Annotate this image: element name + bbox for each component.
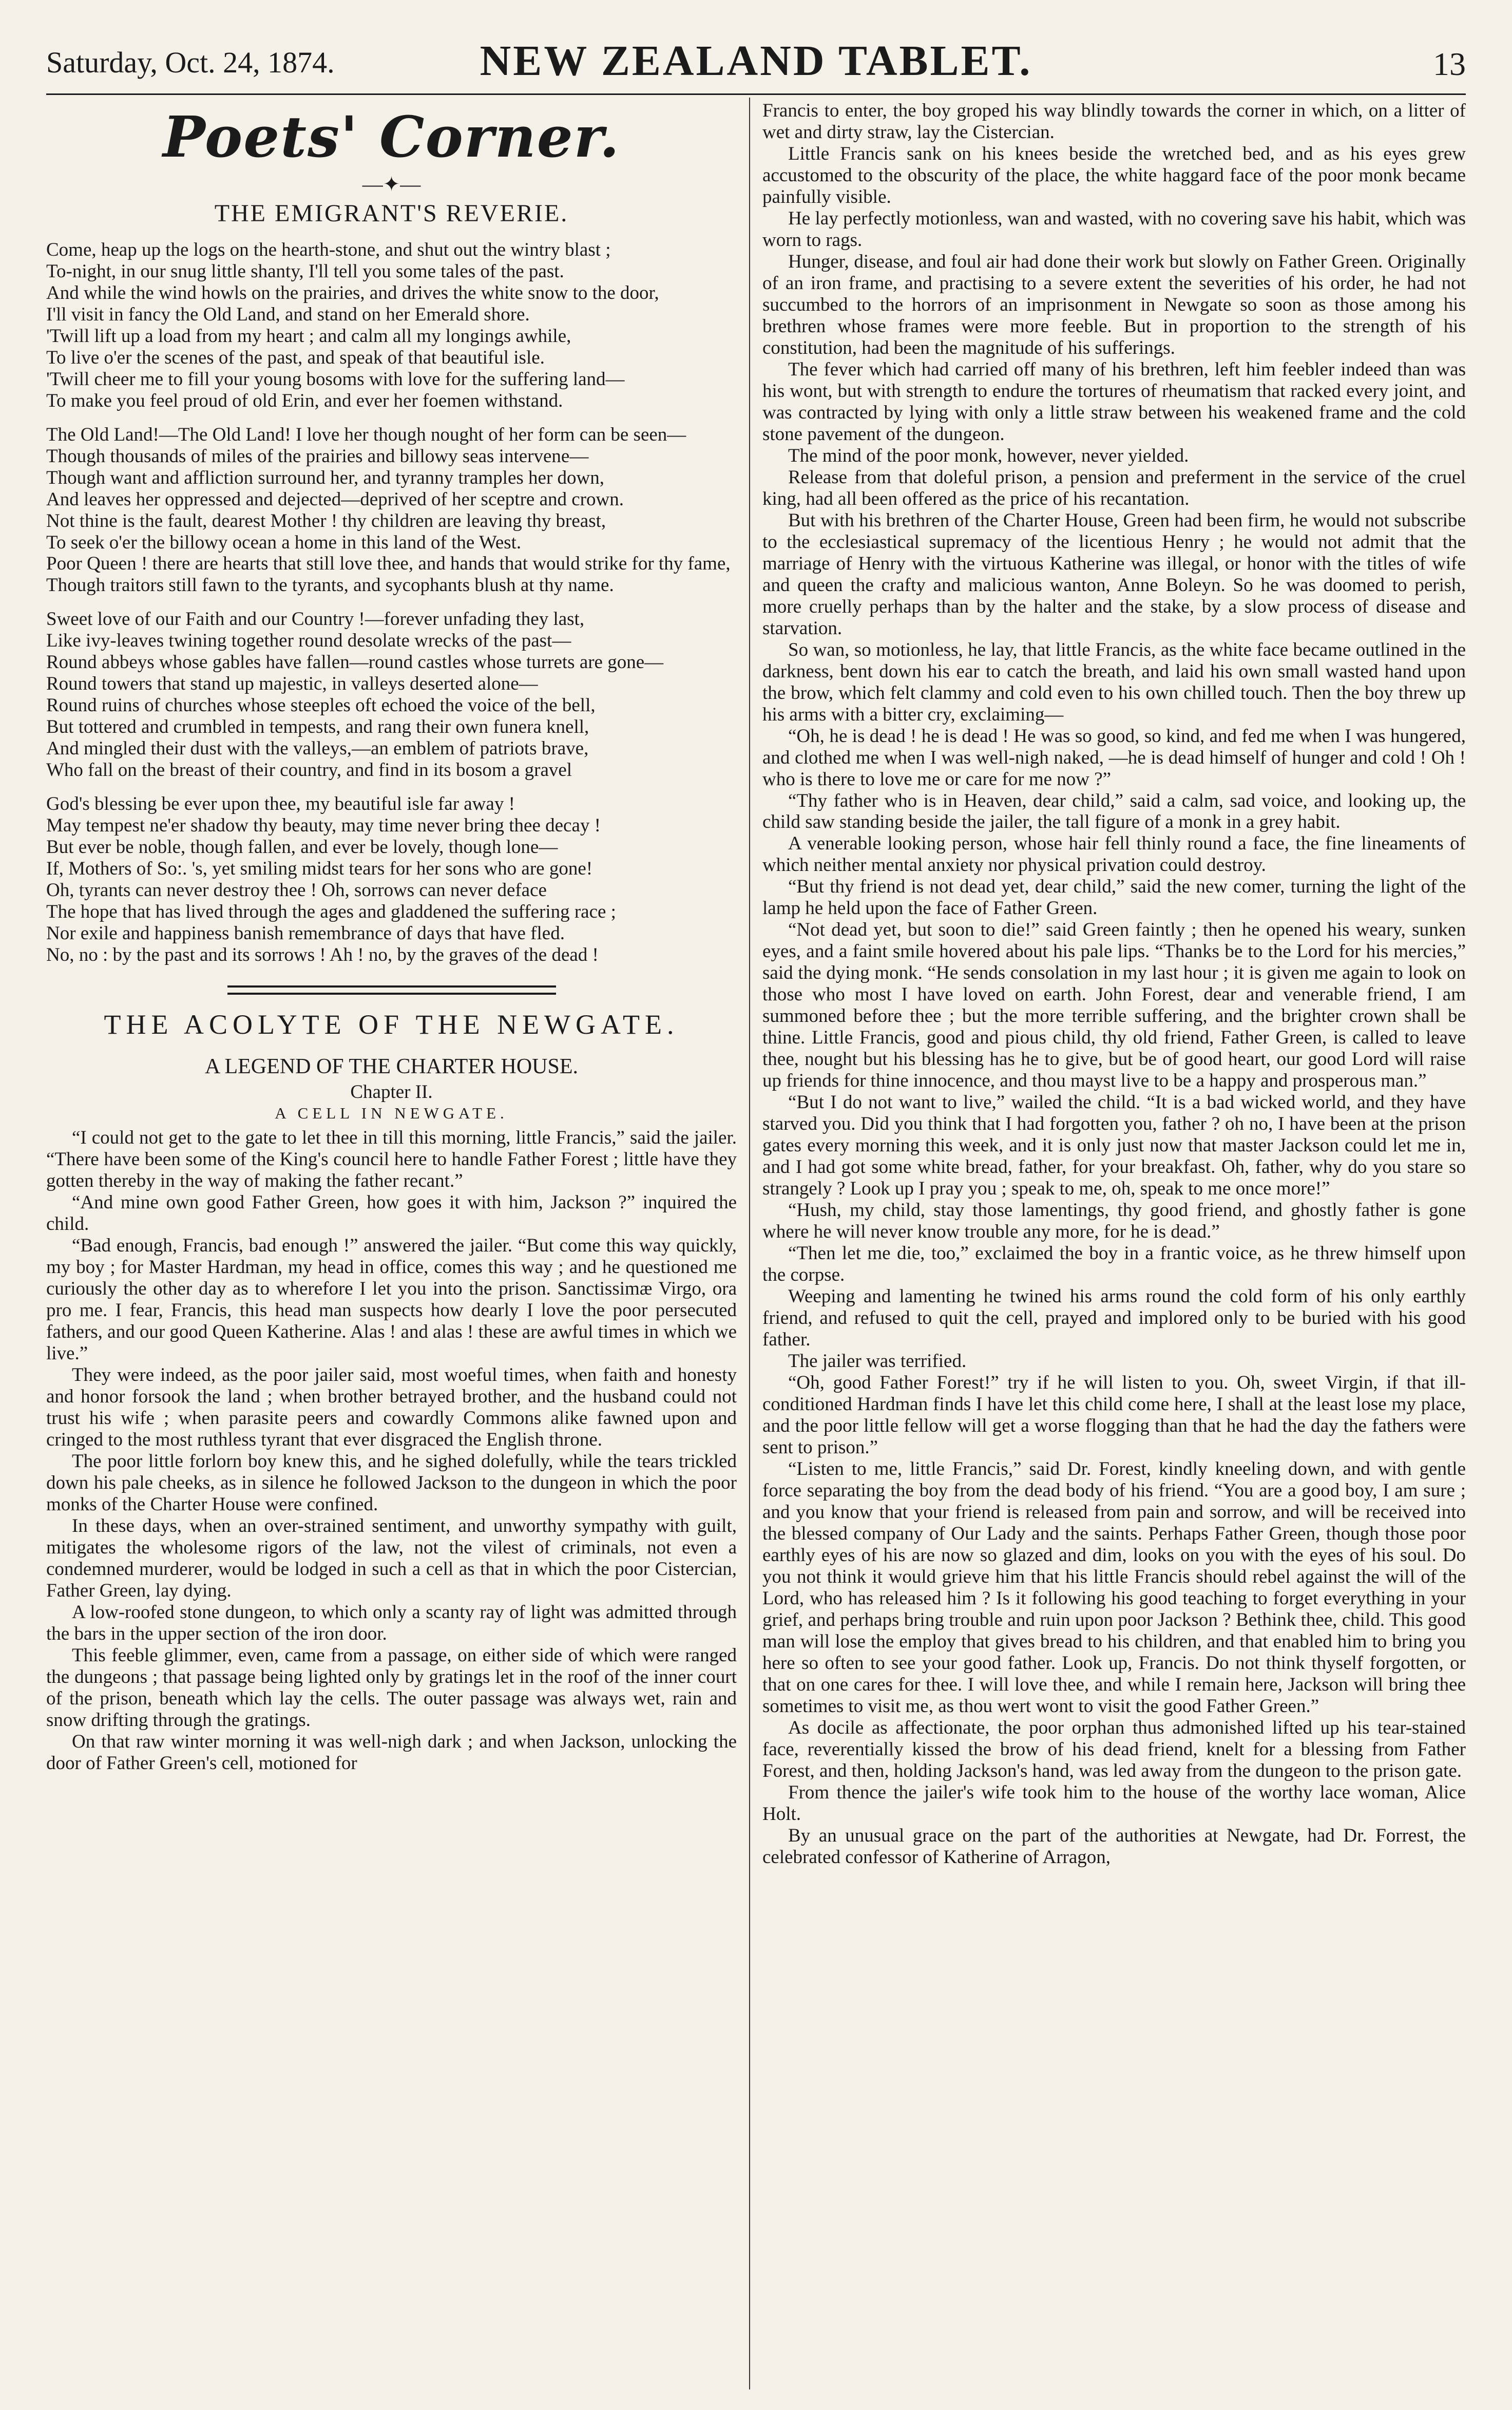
story-paragraph: In these days, when an over-strained sentiment, and unworthy sympathy with guilt, mitigates the wholesome rigors of the law, not the vilest of criminals, not even a condemned murderer, would be lodged in such a cell as that in which the poor Cistercian, Father Green, lay dying. — [46, 1515, 737, 1601]
poem-line: To make you feel proud of old Erin, and ever her foemen withstand. — [46, 390, 563, 411]
story-paragraph: Hunger, disease, and foul air had done their work but slowly on Father Green. Originally of an iron frame, and practising to a severe extent the severities of his order, he had not succumbed to the horrors of an imprisonment in Newgate so soon as those among his brethren whose frames were more feeble. But in proportion to the strength of his constitution, had been the magnitude of his sufferings. — [762, 251, 1466, 358]
story-paragraph: A venerable looking person, whose hair fell thinly round a face, the fine lineaments of which neither mental anxiety nor physical privation could destroy. — [762, 833, 1466, 876]
masthead — [46, 36, 1466, 92]
story-paragraph: The jailer was terrified. — [788, 1351, 967, 1372]
poem-line: Round abbeys whose gables have fallen—round castles whose turrets are gone— — [46, 652, 664, 673]
poem-line: And leaves her oppressed and dejected—deprived of her sceptre and crown. — [46, 488, 624, 510]
story-paragraph: Little Francis sank on his knees beside the wretched bed, and as his eyes grew accustomed to the obscurity of the place, the white haggard face of the poor monk became painfully visible. — [762, 143, 1466, 207]
story-paragraph: So wan, so motionless, he lay, that little Francis, as the white face became outlined in the darkness, bent down his ear to catch the breath, and laid his own small wasted hand upon the brow, which felt clammy and cold even to his own chilled touch. Then the boy threw up his arms with a bitter cry, exclaiming— — [762, 639, 1466, 725]
poem-line: Though want and affliction surround her, and tyranny tramples her down, — [46, 467, 605, 488]
story-paragraph: A low-roofed stone dungeon, to which only a scanty ray of light was admitted through the bars in the upper section of the iron door. — [46, 1601, 737, 1644]
poem-line: Oh, tyrants can never destroy thee ! Oh, sorrows can never deface — [46, 880, 547, 901]
story-paragraph: This feeble glimmer, even, came from a passage, on either side of which were ranged the dungeons ; that passage being lighted only by gratings let in the roof of the inner court of the prison, beneath which lay the cells. The outer passage was always wet, rain and snow drifting through the gratings. — [46, 1644, 737, 1731]
poem-line: 'Twill cheer me to fill your young bosoms with love for the suffering land— — [46, 368, 625, 390]
poem-line: But ever be noble, though fallen, and ever be lovely, though lone— — [46, 837, 558, 858]
poem-line: God's blessing be ever upon thee, my beautiful isle far away ! — [46, 793, 515, 815]
poem-line: If, Mothers of So:. 's, yet smiling midst tears for her sons who are gone! — [46, 858, 593, 880]
poem-line: The hope that has lived through the ages and gladdened the suffering race ; — [46, 901, 616, 923]
story-paragraph: “Hush, my child, stay those lamentings, thy good friend, and ghostly father is gone where he will never know trouble any more, for he is dead.” — [762, 1200, 1466, 1243]
poem-stanza — [46, 239, 737, 412]
story-paragraph: Weeping and lamenting he twined his arms round the cold form of his only earthly friend, and refused to quit the cell, prayed and implored only to be buried with his good father. — [762, 1286, 1466, 1351]
story-paragraph: “Then let me die, too,” exclaimed the boy in a frantic voice, as he threw himself upon the corpse. — [762, 1243, 1466, 1286]
issue-date: Saturday, Oct. 24, 1874. — [46, 46, 335, 79]
story-paragraph: “Listen to me, little Francis,” said Dr. Forest, kindly kneeling down, and with gentle force separating the boy from the dead body of his friend. “You are a good boy, I am sure ; and you know that your friend is released from pain and sorrow, and will be received into the blessed company of Our Lady and the saints. Perhaps Father Green, though those poor earthly eyes of his are now so glazed and dim, looks on you with the eyes of his soul. Do you not think it would grieve him that his little Francis should rebel against the will of the Lord, who has released him ? Is it following his good teaching to forget everything in your grief, and perhaps bring trouble and ruin upon poor Jackson ? Bethink thee, child. This good man will lose the employ that gives bread to his children, and that enabled him to bring you here so often to see your good father. Look up, Francis. Do not think thyself forgotten, or that on one cares for thee. I will love thee, and while I remain here, Jackson will bring thee sometimes to visit me, as thou wert wont to visit the good Father Green.” — [762, 1458, 1466, 1717]
poem-line: To live o'er the scenes of the past, and speak of that beautiful isle. — [46, 347, 545, 368]
poem-line: Though thousands of miles of the prairies and billowy seas intervene— — [46, 445, 589, 467]
story-paragraph: Release from that doleful prison, a pension and preferment in the service of the cruel king, had all been offered as the price of his recantation. — [762, 466, 1466, 509]
poem-line: And while the wind howls on the prairies, and drives the white snow to the door, — [46, 282, 659, 303]
poem-line: No, no : by the past and its sorrows ! Ah ! no, by the graves of the dead ! — [46, 944, 599, 966]
left-column — [46, 100, 737, 2389]
poem-line: Like ivy-leaves twining together round desolate wrecks of the past— — [46, 630, 571, 652]
poem-line: May tempest ne'er shadow thy beauty, may time never bring thee decay ! — [46, 815, 601, 837]
poem-body — [46, 239, 737, 966]
story-paragraph: “I could not get to the gate to let thee in till this morning, little Francis,” said the jailer. “There have been some of the King's council here to handle Father Forest ; little have they gotten thereby in the way of making the father recant.” — [46, 1127, 737, 1192]
story-paragraph: The fever which had carried off many of his brethren, left him feebler indeed than was his wont, but with strength to endure the tortures of rheumatism that racked every joint, and was contracted by lying with only a little straw between his weakened frame and the cold stone pavement of the dungeon. — [762, 358, 1466, 445]
poem-line: Though traitors still fawn to the tyrants, and sycophants blush at thy name. — [46, 575, 614, 596]
story-paragraph: The mind of the poor monk, however, never yielded. — [788, 445, 1189, 466]
poem-line: 'Twill lift up a load from my heart ; and calm all my longings awhile, — [46, 325, 571, 347]
story-subtitle: A LEGEND OF THE CHARTER HOUSE. — [204, 1055, 579, 1079]
poem-line: Nor exile and happiness banish remembrance of days that have fled. — [46, 923, 565, 944]
poem-line: Come, heap up the logs on the hearth-stone, and shut out the wintry blast ; — [46, 239, 611, 260]
poem-stanza — [46, 793, 737, 966]
poem-line: And mingled their dust with the valleys,—an emblem of patriots brave, — [46, 738, 589, 760]
story-paragraph: As docile as affectionate, the poor orphan thus admonished lifted up his tear-stained face, reverentially kissed the brow of his dead friend, knelt for a blessing from Father Forest, and then, holding Jackson's hand, was led away from the dungeon to the prison gate. — [762, 1717, 1466, 1781]
story-paragraph: “And mine own good Father Green, how goes it with him, Jackson ?” inquired the child. — [46, 1192, 737, 1235]
story-paragraph: He lay perfectly motionless, wan and wasted, with no covering save his habit, which was worn to rags. — [762, 207, 1466, 251]
section-separator — [227, 985, 556, 995]
paper-name: NEW ZEALAND TABLET. — [480, 37, 1032, 85]
story-left-text — [46, 1127, 737, 1774]
header-rule — [46, 93, 1466, 95]
poem-stanza — [46, 609, 737, 781]
story-right-text — [762, 100, 1466, 1868]
poem-line: To seek o'er the billowy ocean a home in this land of the West. — [46, 532, 522, 553]
poem-line: Sweet love of our Faith and our Country !—forever unfading they last, — [46, 609, 585, 630]
poets-corner-heading: Poets' Corner. — [163, 104, 620, 170]
story-title: THE ACOLYTE OF THE NEWGATE. — [104, 1009, 679, 1040]
story-paragraph: “But thy friend is not dead yet, dear child,” said the new comer, turning the light of the lamp he held upon the face of Father Green. — [762, 876, 1466, 919]
story-paragraph: “Bad enough, Francis, bad enough !” answered the jailer. “But come this way quickly, my boy ; for Master Hardman, my head in office, comes this way ; and he questioned me curiously the other day as to wherefore I let you into the prison. Sanctissimæ Virgo, ora pro me. I fear, Francis, this head man suspects how dearly I love the poor persecuted fathers, and our good Queen Katherine. Alas ! and alas ! these are awful times in which we live.” — [46, 1235, 737, 1364]
story-paragraph: “Thy father who is in Heaven, dear child,” said a calm, sad voice, and looking up, the child saw standing beside the jailer, the tall figure of a monk in a grey habit. — [762, 790, 1466, 833]
story-paragraph: “But I do not want to live,” wailed the child. “It is a bad wicked world, and they have starved you. Did you think that I had forgotten you, father ? oh no, I have been at the prison gates every morning this week, and it is only just now that master Jackson could let me in, and I had got some white bread, father, for your breakfast. Oh, father, why do you stare so strangely ? Look up I pray you ; speak to me, oh, speak to me once more!” — [762, 1092, 1466, 1200]
right-column — [762, 100, 1466, 2389]
poem-line: Who fall on the breast of their country, and find in its bosom a gravel — [46, 760, 572, 781]
story-paragraph: The poor little forlorn boy knew this, and he sighed dolefully, while the tears trickled down his pale cheeks, as in silence he followed Jackson to the dungeon in which the poor monks of the Charter House were confined. — [46, 1451, 737, 1515]
story-paragraph: They were indeed, as the poor jailer said, most woeful times, when faith and honesty and honor forsook the land ; when brother betrayed brother, and the husband could not trust his wife ; when parasite peers and cowardly Commons alike fawned upon and cringed to the most ruthless tyrant that ever disgraced the English throne. — [46, 1364, 737, 1451]
column-divider — [749, 98, 750, 2389]
poem-line: Round towers that stand up majestic, in valleys deserted alone— — [46, 673, 538, 695]
story-paragraph: From thence the jailer's wife took him to the house of the worthy lace woman, Alice Holt. — [762, 1781, 1466, 1825]
chapter-subtitle: A CELL IN NEWGATE. — [275, 1104, 508, 1123]
story-paragraph: By an unusual grace on the part of the authorities at Newgate, had Dr. Forrest, the celebrated confessor of Katherine of Arragon, — [762, 1825, 1466, 1868]
poem-line: Round ruins of churches whose steeples oft echoed the voice of the bell, — [46, 695, 596, 716]
poem-line: Not thine is the fault, dearest Mother ! thy children are leaving thy breast, — [46, 510, 606, 532]
story-paragraph: On that raw winter morning it was well-nigh dark ; and when Jackson, unlocking the door of Father Green's cell, motioned for — [46, 1731, 737, 1774]
story-paragraph: “Oh, he is dead ! he is dead ! He was so good, so kind, and fed me when I was hungered, and clothed me when I was well-nigh naked, —he is dead himself of hunger and cold ! Oh ! who is there to love me or care for me now ?” — [762, 725, 1466, 790]
poem-line: The Old Land!—The Old Land! I love her though nought of her form can be seen— — [46, 424, 686, 445]
story-paragraph: “Oh, good Father Forest!” try if he will listen to you. Oh, sweet Virgin, if that ill-conditioned Hardman finds I have let this child come here, I shall at the least lose my place, and the poor little fellow will get a worse flogging than that he had the day the fathers were sent to prison.” — [762, 1372, 1466, 1458]
poem-title: THE EMIGRANT'S REVERIE. — [214, 200, 569, 227]
poem-line: But tottered and crumbled in tempests, and rang their own funera knell, — [46, 716, 589, 738]
story-paragraph: But with his brethren of the Charter House, Green had been firm, he would not subscribe to the ecclesiastical supremacy of the licentious Henry ; he would not admit that the marriage of Henry with the virtuous Katherine was illegal, or honor with the titles of wife and queen the crafty and malicious wanton, Anne Boleyn. So he was doomed to perish, more cruelly perhaps than by the halter and the stake, by a slow process of disease and starvation. — [762, 509, 1466, 639]
chapter-heading: Chapter II. — [350, 1081, 433, 1103]
poem-line: To-night, in our snug little shanty, I'll tell you some tales of the past. — [46, 260, 564, 282]
poem-line: I'll visit in fancy the Old Land, and stand on her Emerald shore. — [46, 303, 530, 325]
poem-stanza — [46, 424, 737, 597]
story-paragraph: Francis to enter, the boy groped his way blindly towards the corner in which, on a litter of wet and dirty straw, lay the Cistercian. — [762, 100, 1466, 143]
poem-line: Poor Queen ! there are hearts that still love thee, and hands that would strike for thy fame, — [46, 553, 731, 575]
page-number: 13 — [1433, 46, 1466, 82]
ornament: —✦— — [362, 172, 421, 196]
story-paragraph: “Not dead yet, but soon to die!” said Green faintly ; then he opened his weary, sunken eyes, and a faint smile hovered about his pale lips. “Thanks be to the Lord for his mercies,” said the dying monk. “He sends consolation in my last hour ; it is given me again to look on those who most I have loved on earth. John Forest, dear and venerable friend, I am summoned before thee ; but the more terrible suffering, and the brighter crown shall be thine. Little Francis, good and pious child, thy old friend, Father Green, is called to leave thee, nought but his blessing has he to give, but be of good heart, our good Lord will raise up friends for thine innocence, and thou mayst live to be a happy and prosperous man.” — [762, 919, 1466, 1092]
